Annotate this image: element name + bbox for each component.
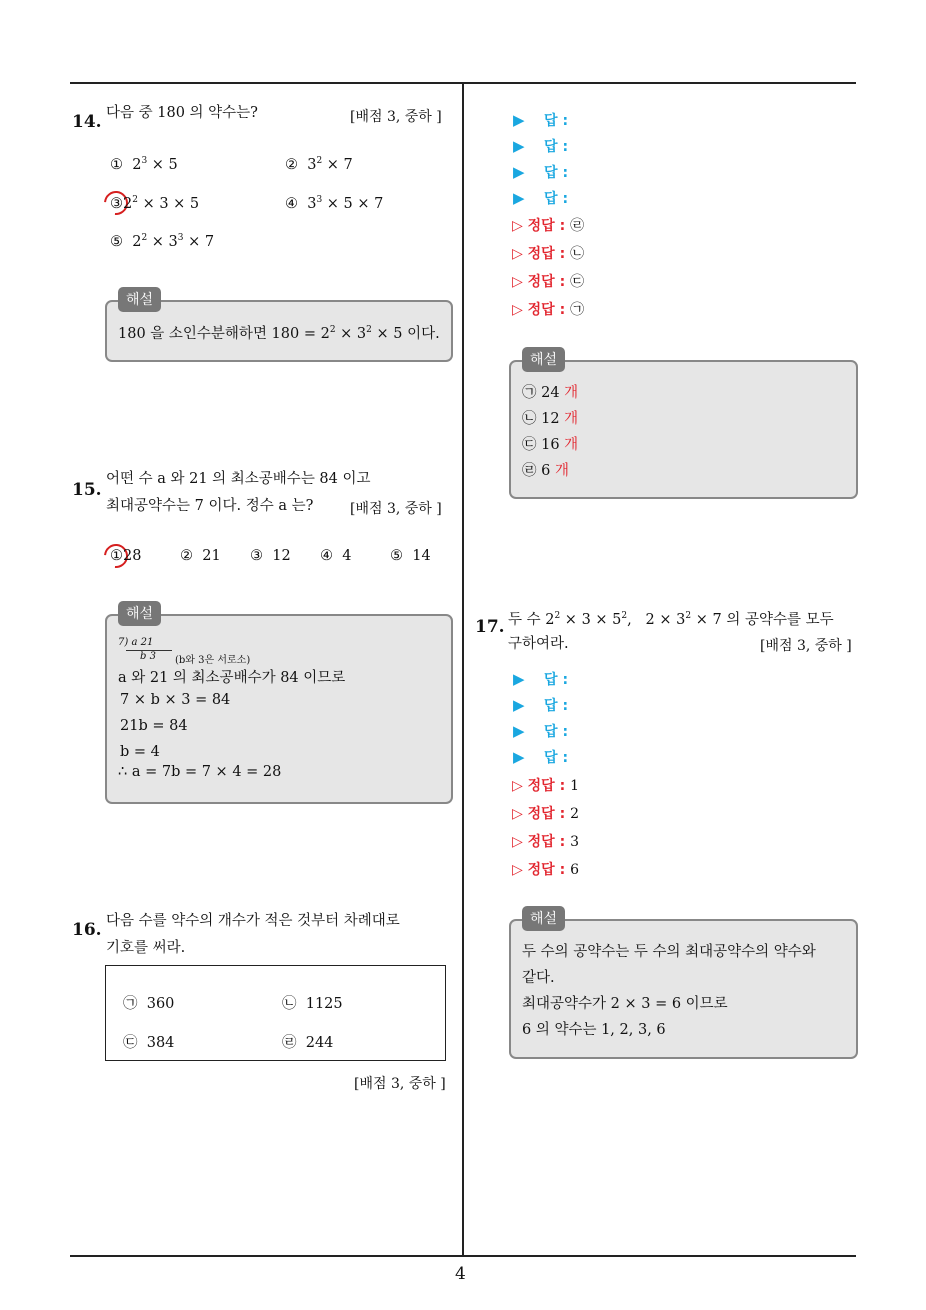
question-16-line1: 다음 수를 약수의 개수가 적은 것부터 차례대로 bbox=[106, 913, 400, 929]
question-16-line2: 기호를 써라. bbox=[106, 940, 186, 956]
choice-15-5[interactable]: ⑤ 14 bbox=[390, 548, 431, 564]
question-14-text: 다음 중 180 의 약수는? bbox=[106, 105, 258, 121]
question-number-15: 15. bbox=[72, 480, 102, 500]
answer-line-17-4[interactable]: ▶ 답 : bbox=[513, 748, 569, 766]
answer-line-16-4[interactable]: ▶ 답 : bbox=[513, 189, 569, 207]
correct-17-1: ▷ 정답 : 1 bbox=[512, 778, 579, 794]
explanation-14-text: 180 을 소인수분해하면 $180 = 2^2 \times 3^2 \times 5$ 이다. bbox=[118, 325, 440, 342]
play-icon: ▶ bbox=[513, 137, 525, 155]
explanation-15-line1: a 와 21 의 최소공배수가 84 이므로 bbox=[118, 670, 346, 686]
answer-line-17-2[interactable]: ▶ 답 : bbox=[513, 696, 569, 714]
division-note: (b와 3은 서로소) bbox=[175, 655, 251, 666]
question-17-line2: 구하여라. bbox=[508, 636, 569, 652]
bottom-rule bbox=[70, 1255, 856, 1257]
question-number-17: 17. bbox=[475, 617, 505, 637]
correct-16-4: ▷ 정답 : ㉠ bbox=[512, 302, 585, 318]
choice-15-2[interactable]: ② 21 bbox=[180, 548, 221, 564]
correct-16-2: ▷ 정답 : ㉡ bbox=[512, 246, 585, 262]
explanation-16-line1: ㉠ 24 개 bbox=[522, 385, 579, 401]
explanation-16-line2: ㉡ 12 개 bbox=[522, 411, 579, 427]
item-16-a: ㉠ 360 bbox=[123, 996, 175, 1012]
explanation-16-line3: ㉢ 16 개 bbox=[522, 437, 579, 453]
question-17-line1: 두 수 $2^2 \times 3 \times 5^2$, $2 \times 3^2 \times 7$ 의 공약수를 모두 bbox=[508, 611, 834, 628]
choice-14-4[interactable]: ④ $3^3 \times 5 \times 7$ bbox=[285, 195, 384, 212]
item-16-b: ㉡ 1125 bbox=[282, 996, 343, 1012]
item-16-d: ㉣ 244 bbox=[282, 1035, 334, 1051]
explanation-15-line5: ∴ a = 7b = 7 × 4 = 28 bbox=[118, 764, 282, 780]
question-number-14: 14. bbox=[72, 112, 102, 132]
correct-17-2: ▷ 정답 : 2 bbox=[512, 806, 579, 822]
triangle-outline-icon: ▷ bbox=[512, 302, 523, 318]
play-icon: ▶ bbox=[513, 163, 525, 181]
division-bottom: b 3 bbox=[140, 651, 156, 662]
triangle-outline-icon: ▷ bbox=[512, 834, 523, 850]
answer-line-17-3[interactable]: ▶ 답 : bbox=[513, 722, 569, 740]
play-icon: ▶ bbox=[513, 111, 525, 129]
explanation-15-line3: 21b = 84 bbox=[120, 718, 188, 734]
explanation-17-line3: 최대공약수가 2 × 3 = 6 이므로 bbox=[522, 996, 728, 1012]
triangle-outline-icon: ▷ bbox=[512, 806, 523, 822]
explanation-tag-17: 해설 bbox=[522, 906, 565, 931]
score-label-16: [배점 3, 중하 ] bbox=[354, 1076, 446, 1092]
explanation-tag-16: 해설 bbox=[522, 347, 565, 372]
triangle-outline-icon: ▷ bbox=[512, 778, 523, 794]
triangle-outline-icon: ▷ bbox=[512, 218, 523, 234]
correct-17-3: ▷ 정답 : 3 bbox=[512, 834, 579, 850]
answer-line-16-3[interactable]: ▶ 답 : bbox=[513, 163, 569, 181]
question-number-16: 16. bbox=[72, 920, 102, 940]
page-number: 4 bbox=[455, 1264, 466, 1284]
choice-15-1[interactable]: ①28 bbox=[110, 548, 142, 564]
explanation-15-line4: b = 4 bbox=[120, 744, 160, 760]
choice-14-1[interactable]: ① $2^3 \times 5$ bbox=[110, 156, 178, 173]
triangle-outline-icon: ▷ bbox=[512, 274, 523, 290]
score-label-17: [배점 3, 중하 ] bbox=[760, 638, 852, 654]
question-15-line1: 어떤 수 a 와 21 의 최소공배수는 84 이고 bbox=[106, 471, 371, 487]
division-top: 7) a 21 bbox=[118, 637, 154, 648]
choice-14-5[interactable]: ⑤ $2^2 \times 3^3 \times 7$ bbox=[110, 233, 215, 250]
play-icon: ▶ bbox=[513, 722, 525, 740]
choice-14-2[interactable]: ② $3^2 \times 7$ bbox=[285, 156, 353, 173]
triangle-outline-icon: ▷ bbox=[512, 862, 523, 878]
answer-line-17-1[interactable]: ▶ 답 : bbox=[513, 670, 569, 688]
play-icon: ▶ bbox=[513, 670, 525, 688]
answer-line-16-2[interactable]: ▶ 답 : bbox=[513, 137, 569, 155]
question-15-line2: 최대공약수는 7 이다. 정수 a 는? bbox=[106, 498, 314, 514]
item-16-c: ㉢ 384 bbox=[123, 1035, 175, 1051]
triangle-outline-icon: ▷ bbox=[512, 246, 523, 262]
choice-15-3[interactable]: ③ 12 bbox=[250, 548, 291, 564]
play-icon: ▶ bbox=[513, 748, 525, 766]
score-label-15: [배점 3, 중하 ] bbox=[350, 501, 442, 517]
column-divider bbox=[462, 83, 464, 1257]
explanation-16-line4: ㉣ 6 개 bbox=[522, 463, 569, 479]
correct-16-3: ▷ 정답 : ㉢ bbox=[512, 274, 585, 290]
explanation-tag-14: 해설 bbox=[118, 287, 161, 312]
explanation-15-line2: 7 × b × 3 = 84 bbox=[120, 692, 231, 708]
explanation-17-line2: 같다. bbox=[522, 970, 555, 986]
explanation-tag-15: 해설 bbox=[118, 601, 161, 626]
choice-14-3[interactable]: $③2^2 \times 3 \times 5$ bbox=[110, 195, 200, 212]
answer-line-16-1[interactable]: ▶ 답 : bbox=[513, 111, 569, 129]
explanation-17-line1: 두 수의 공약수는 두 수의 최대공약수의 약수와 bbox=[522, 944, 816, 960]
play-icon: ▶ bbox=[513, 696, 525, 714]
choice-15-4[interactable]: ④ 4 bbox=[320, 548, 352, 564]
correct-17-4: ▷ 정답 : 6 bbox=[512, 862, 579, 878]
score-label-14: [배점 3, 중하 ] bbox=[350, 109, 442, 125]
play-icon: ▶ bbox=[513, 189, 525, 207]
correct-16-1: ▷ 정답 : ㉣ bbox=[512, 218, 585, 234]
explanation-17-line4: 6 의 약수는 1, 2, 3, 6 bbox=[522, 1022, 666, 1038]
